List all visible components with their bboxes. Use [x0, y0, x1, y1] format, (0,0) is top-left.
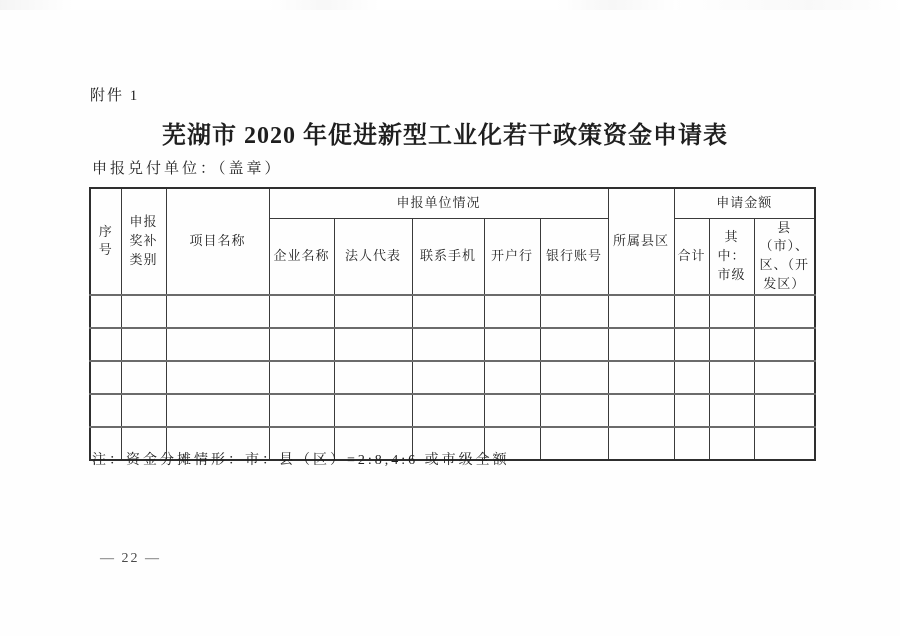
empty-cell	[90, 394, 121, 427]
empty-cell	[412, 394, 484, 427]
empty-cell	[709, 427, 754, 460]
col-header-legal-representative: 法人代表	[334, 218, 412, 295]
empty-cell	[674, 394, 709, 427]
empty-cell	[608, 361, 674, 394]
empty-cell	[166, 328, 269, 361]
empty-cell	[709, 394, 754, 427]
empty-cell	[121, 295, 166, 328]
empty-cell	[709, 328, 754, 361]
empty-cell	[166, 394, 269, 427]
col-header-serial: 序号	[90, 188, 121, 295]
empty-cell	[540, 361, 608, 394]
empty-cell	[608, 427, 674, 460]
empty-cell	[484, 328, 540, 361]
page-number: — 22 —	[100, 551, 161, 566]
empty-cell	[166, 361, 269, 394]
table-row	[90, 295, 815, 328]
empty-cell	[754, 427, 815, 460]
empty-cell	[269, 361, 334, 394]
empty-cell	[90, 361, 121, 394]
col-header-county: 所属县区	[608, 188, 674, 295]
col-header-bank-branch: 开户行	[484, 218, 540, 295]
empty-cell	[412, 361, 484, 394]
empty-cell	[269, 394, 334, 427]
empty-cell	[754, 394, 815, 427]
empty-cell	[709, 361, 754, 394]
empty-cell	[334, 328, 412, 361]
scan-artifact	[0, 0, 900, 10]
col-group-unit-info: 申报单位情况	[269, 188, 608, 218]
empty-cell	[412, 328, 484, 361]
empty-cell	[484, 394, 540, 427]
col-header-amount-total: 合计	[674, 218, 709, 295]
empty-cell	[674, 328, 709, 361]
empty-cell	[121, 328, 166, 361]
attachment-label: 附件 1	[90, 88, 140, 104]
table-row	[90, 328, 815, 361]
empty-cell	[540, 328, 608, 361]
page-title: 芜湖市 2020 年促进新型工业化若干政策资金申请表	[162, 123, 728, 149]
empty-cell	[754, 361, 815, 394]
empty-cell	[608, 328, 674, 361]
empty-cell	[334, 295, 412, 328]
col-header-contact-phone: 联系手机	[412, 218, 484, 295]
application-table	[89, 187, 816, 461]
col-header-project-name: 项目名称	[166, 188, 269, 295]
table-row	[90, 394, 815, 427]
empty-cell	[334, 361, 412, 394]
empty-cell	[484, 295, 540, 328]
col-header-bank-account: 银行账号	[540, 218, 608, 295]
col-header-amount-city-level: 其中：市级	[709, 218, 754, 295]
col-header-company-name: 企业名称	[269, 218, 334, 295]
declare-unit-seal-line: 申报兑付单位：（盖章）	[92, 161, 283, 177]
empty-cell	[674, 361, 709, 394]
col-group-amount: 申请金额	[674, 188, 815, 218]
empty-cell	[674, 295, 709, 328]
empty-cell	[90, 328, 121, 361]
empty-cell	[412, 295, 484, 328]
empty-cell	[90, 295, 121, 328]
empty-cell	[540, 394, 608, 427]
empty-cell	[754, 328, 815, 361]
empty-cell	[709, 295, 754, 328]
empty-cell	[608, 295, 674, 328]
col-header-amount-county-level: 县（市）、区、（开发区）	[754, 218, 815, 295]
table-row	[90, 361, 815, 394]
empty-cell	[484, 361, 540, 394]
col-header-category: 申报奖补类别	[121, 188, 166, 295]
empty-cell	[674, 427, 709, 460]
empty-cell	[269, 328, 334, 361]
empty-cell	[334, 394, 412, 427]
empty-cell	[540, 295, 608, 328]
empty-cell	[166, 295, 269, 328]
empty-cell	[121, 361, 166, 394]
table-body	[90, 295, 815, 460]
empty-cell	[121, 394, 166, 427]
empty-cell	[608, 394, 674, 427]
fund-sharing-note: 注：资金分摊情形：市：县（区）=2:8,4:6 或市级全额	[92, 453, 510, 468]
empty-cell	[754, 295, 815, 328]
empty-cell	[540, 427, 608, 460]
empty-cell	[269, 295, 334, 328]
header-row-groups	[90, 188, 815, 218]
